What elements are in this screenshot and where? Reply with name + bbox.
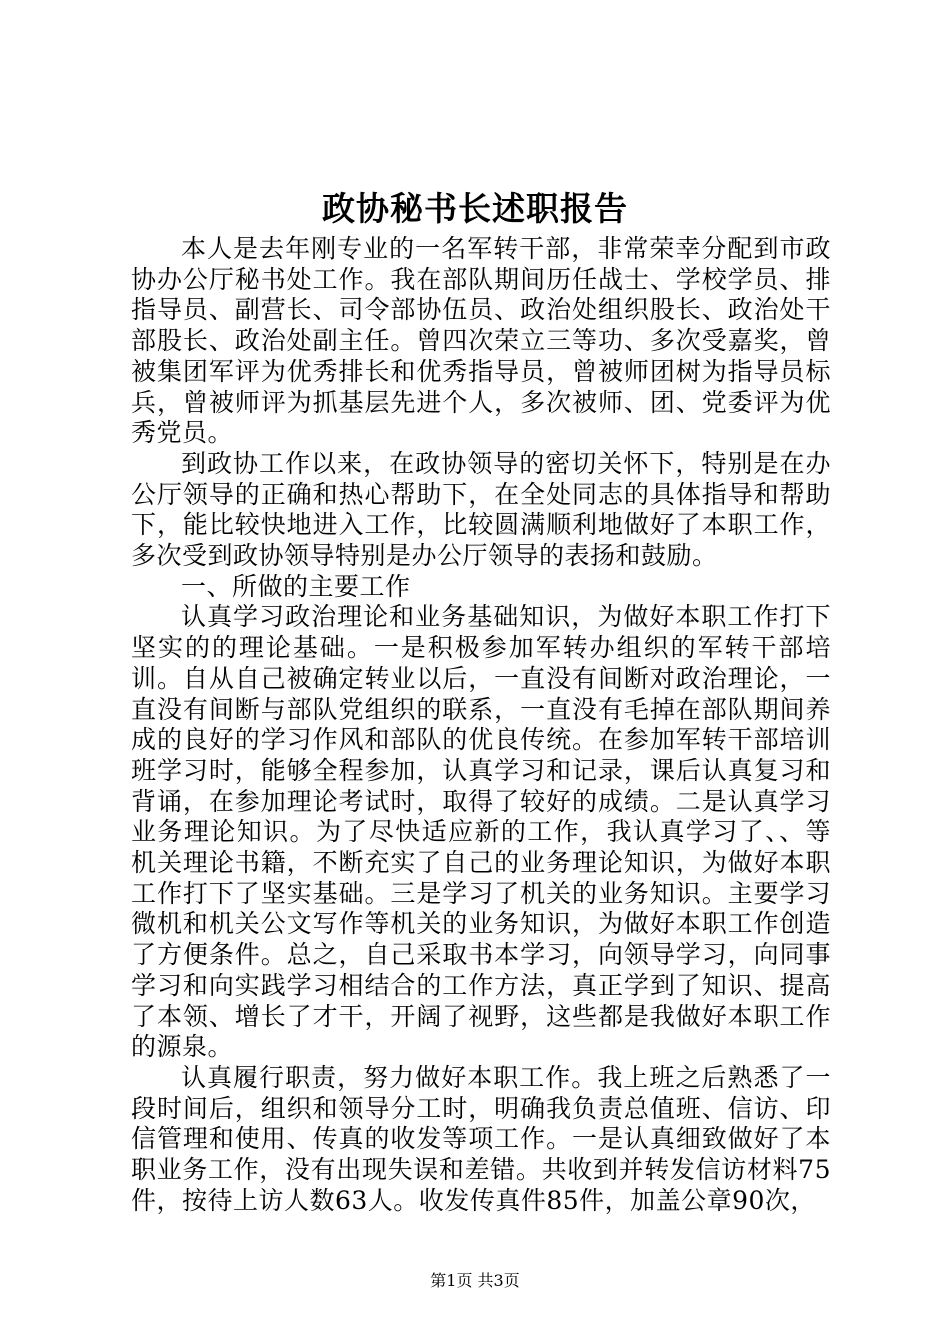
paragraph-work-summary: 到政协工作以来，在政协领导的密切关怀下，特别是在办公厅领导的正确和热心帮助下，在全处同志的具体指导和帮助下，能比较快地进入工作，比较圆满顺利地做好了本职工作，多次受到政协领导特别是办公厅领导的表扬和鼓励。 xyxy=(131,448,831,571)
page-footer: 第1页 共3页 xyxy=(430,1271,520,1290)
document-title: 政协秘书长述职报告 xyxy=(322,189,628,228)
document-body xyxy=(131,234,831,1217)
section-heading-main-work: 一、所做的主要工作 xyxy=(181,571,411,601)
paragraph-study: 认真学习政治理论和业务基础知识，为做好本职工作打下坚实的的理论基础。一是积极参加军转办组织的军转干部培训。自从自己被确定转业以后，一直没有间断对政治理论，一直没有间断与部队党组织的联系，一直没有毛掉在部队期间养成的良好的学习作风和部队的优良传统。在参加军转干部培训班学习时，能够全程参加，认真学习和记录，课后认真复习和背诵，在参加理论考试时，取得了较好的成绩。二是认真学习业务理论知识。为了尽快适应新的工作，我认真学习了、、等机关理论书籍，不断充实了自己的业务理论知识，为做好本职工作打下了坚实基础。三是学习了机关的业务知识。主要学习微机和机关公文写作等机关的业务知识，为做好本职工作创造了方便条件。总之，自己采取书本学习，向领导学习，向同事学习和向实践学习相结合的工作方法，真正学到了知识、提高了本领、增长了才干，开阔了视野，这些都是我做好本职工作的源泉。 xyxy=(131,602,831,1062)
paragraph-duties: 认真履行职责，努力做好本职工作。我上班之后熟悉了一段时间后，组织和领导分工时，明确我负责总值班、信访、印信管理和使用、传真的收发等项工作。一是认真细致做好了本职业务工作，没有出现失误和差错。共收到并转发信访材料75件，按待上访人数63人。收发传真件85件，加盖公章90次， xyxy=(131,1062,831,1215)
paragraph-intro: 本人是去年刚专业的一名军转干部，非常荣幸分配到市政协办公厅秘书处工作。我在部队期间历任战士、学校学员、排指导员、副营长、司令部协伍员、政治处组织股长、政治处干部股长、政治处副主任。曾四次荣立三等功、多次受嘉奖，曾被集团军评为优秀排长和优秀指导员，曾被师团树为指导员标兵，曾被师评为抓基层先进个人，多次被师、团、党委评为优秀党员。 xyxy=(131,234,831,448)
